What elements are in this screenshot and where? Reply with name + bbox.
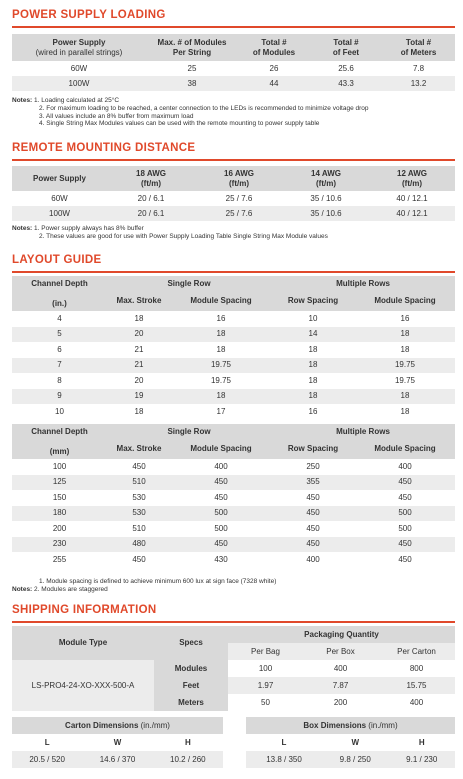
table-row: [246, 751, 455, 768]
cell: 230: [52, 539, 67, 549]
power-supply-rule: [12, 26, 455, 28]
layout-guide-title: LAYOUT GUIDE: [12, 254, 102, 266]
cell: 25: [187, 63, 197, 73]
layout-guide-rule: [12, 271, 455, 273]
table-row: [12, 537, 455, 553]
cell: 800: [409, 663, 424, 673]
shipping-rule: [12, 621, 455, 623]
cell: 18: [216, 344, 226, 354]
cell: 100W: [68, 78, 90, 88]
cell: 10: [55, 406, 64, 416]
box-dimensions-table: [246, 717, 455, 768]
cell: 16: [400, 313, 410, 323]
header-cell: 16 AWG (ft/m): [224, 168, 254, 188]
header-cell: Box Dimensions (in./mm): [303, 720, 398, 730]
cell: 26: [269, 63, 279, 73]
table-row: [12, 311, 455, 327]
table-header-row: [246, 717, 455, 734]
header-cell: Module Spacing: [374, 444, 436, 453]
cell: H: [184, 737, 191, 747]
cell: 4: [57, 313, 62, 323]
cell: 450: [132, 554, 146, 564]
cell: 430: [214, 554, 228, 564]
cell: Feet: [154, 677, 228, 694]
table-row: [12, 459, 455, 475]
cell: 13.2: [410, 78, 427, 88]
cell: 500: [214, 523, 228, 533]
cell: 9: [57, 391, 62, 401]
header-cell: Carton Dimensions (in./mm): [65, 720, 170, 730]
cell: 255: [52, 554, 67, 564]
cell: 450: [398, 554, 412, 564]
cell: 450: [398, 539, 412, 549]
table-row: [12, 404, 455, 420]
cell: L: [281, 737, 287, 747]
header-cell: Max. Stroke: [116, 296, 162, 305]
table-row: [12, 389, 455, 405]
cell: 18: [400, 391, 410, 401]
cell: 18: [216, 391, 226, 401]
cell: 17: [216, 406, 226, 416]
cell: 19.75: [394, 375, 416, 385]
cell: 20: [134, 375, 144, 385]
shipping-table: [12, 626, 455, 711]
cell: 7.87: [332, 680, 349, 690]
header-cell: Module Spacing: [190, 296, 252, 305]
power-supply-table: [12, 34, 455, 91]
header-cell: Specs: [179, 638, 203, 647]
cell: 15.75: [406, 680, 427, 690]
cell: L: [44, 737, 50, 747]
cell: 43.3: [338, 78, 354, 88]
cell: 18: [308, 391, 318, 401]
header-cell: Multiple Rows: [336, 426, 390, 436]
cell: 400: [398, 461, 412, 471]
header-cell: Module Spacing: [374, 296, 436, 305]
table-row: [12, 506, 455, 522]
cell: 200: [52, 523, 67, 533]
table-header-row: [12, 626, 455, 643]
table-row: [12, 734, 223, 751]
cell: 10.2 / 260: [170, 754, 206, 764]
cell: 18: [308, 360, 318, 370]
table-row: [12, 61, 455, 76]
cell: 35 / 10.6: [310, 193, 342, 203]
cell: 100: [258, 663, 273, 673]
power-supply-title: POWER SUPPLY LOADING: [12, 9, 166, 21]
cell: 250: [306, 461, 320, 471]
cell: 450: [398, 477, 412, 487]
header-cell: Max. # of Modules Per String: [157, 37, 227, 57]
cell: H: [418, 737, 425, 747]
cell: 16: [308, 406, 318, 416]
cell: 38: [187, 78, 197, 88]
header-cell: Power Supply (wired in parallel strings): [35, 37, 123, 57]
cell: 40 / 12.1: [396, 208, 428, 218]
cell: 480: [132, 539, 146, 549]
cell: 450: [214, 539, 228, 549]
cell: 44: [269, 78, 279, 88]
cell: 18: [134, 313, 144, 323]
cell: 14: [308, 329, 318, 339]
table-row: [12, 373, 455, 389]
header-cell: Total # of Modules: [252, 37, 296, 57]
cell: 60W: [70, 63, 88, 73]
cell: 400: [409, 697, 424, 707]
cell: 6: [57, 344, 62, 354]
cell: 530: [132, 508, 146, 518]
cell: 450: [214, 477, 228, 487]
cell: 21: [134, 344, 144, 354]
cell: 125: [52, 477, 67, 487]
cell: 18: [216, 329, 226, 339]
header-cell: Per Bag: [251, 646, 280, 656]
cell: 510: [132, 523, 146, 533]
cell: 21: [134, 360, 144, 370]
cell: 450: [398, 492, 412, 502]
table-row: [12, 206, 455, 221]
cell: 5: [57, 329, 62, 339]
header-cell: Row Spacing: [287, 296, 339, 305]
table-header-row: [12, 717, 223, 734]
cell: 19.75: [210, 375, 232, 385]
cell: Modules: [154, 660, 228, 677]
cell: 18: [400, 329, 410, 339]
cell: 500: [398, 508, 412, 518]
table-header-row: [12, 34, 455, 61]
cell: 450: [132, 461, 146, 471]
module-type-cell: LS-PRO4-24-XO-XXX-500-A: [12, 660, 154, 711]
table-row: [246, 734, 455, 751]
cell: 18: [308, 344, 318, 354]
cell: 180: [52, 508, 67, 518]
cell: 500: [398, 523, 412, 533]
cell: 10: [308, 313, 318, 323]
header-cell: 14 AWG (ft/m): [311, 168, 341, 188]
cell: 40 / 12.1: [396, 193, 428, 203]
table-header-row: [12, 166, 455, 191]
cell: 18: [400, 344, 410, 354]
cell: 25 / 7.6: [225, 193, 253, 203]
remote-mounting-notes: Notes: 1. Power supply always has 8% buffer 2. These values are good for use with Power Supply Loading Table Single String Max Module values: [12, 225, 328, 240]
carton-dimensions-table: [12, 717, 223, 768]
cell: 25.6: [338, 63, 354, 73]
cell: 450: [214, 492, 228, 502]
cell: 20 / 6.1: [137, 193, 165, 203]
cell: 13.8 / 350: [266, 754, 302, 764]
cell: 500: [214, 508, 228, 518]
table-row: [12, 751, 223, 768]
table-header-row: [12, 424, 455, 439]
cell: 19.75: [210, 360, 232, 370]
cell: 19: [134, 391, 144, 401]
table-row: [12, 76, 455, 91]
table-row: [12, 660, 455, 677]
cell: 25 / 7.6: [225, 208, 253, 218]
table-row: [12, 342, 455, 358]
cell: 355: [306, 477, 320, 487]
power-supply-notes: Notes: 1. Loading calculated at 25°C 2. For maximum loading to be reached, a center connection to the LEDs is recommended to minimize voltage drop 3. All values include an 8% buffer from maximum load 4. Single String Max Modules values can be used with the remote mounting to power supply table: [12, 97, 369, 128]
cell: 510: [132, 477, 146, 487]
remote-mounting-rule: [12, 159, 455, 161]
header-cell: Power Supply: [33, 173, 86, 183]
remote-mounting-table: [12, 166, 455, 221]
cell: 20: [134, 329, 144, 339]
cell: 1.97: [257, 680, 274, 690]
header-cell: Module Type: [58, 638, 108, 647]
cell: 100W: [49, 208, 70, 218]
cell: W: [351, 737, 360, 747]
table-row: [12, 552, 455, 568]
layout-guide-table-mm: [12, 424, 455, 568]
table-row: [12, 191, 455, 206]
table-row: [12, 490, 455, 506]
cell: 150: [52, 492, 67, 502]
header-cell: Total # of Feet: [332, 37, 360, 57]
cell: 450: [306, 539, 320, 549]
cell: 400: [333, 663, 348, 673]
cell: 450: [306, 523, 320, 533]
cell: 7.8: [412, 63, 425, 73]
cell: W: [113, 737, 122, 747]
remote-mounting-title: REMOTE MOUNTING DISTANCE: [12, 142, 196, 154]
header-cell: Single Row: [167, 278, 211, 288]
cell: 530: [132, 492, 146, 502]
header-cell: Multiple Rows: [336, 278, 390, 288]
cell: 450: [306, 492, 320, 502]
header-cell: Single Row: [167, 426, 211, 436]
cell: 400: [306, 554, 320, 564]
cell: 200: [333, 697, 348, 707]
cell: 14.6 / 370: [99, 754, 136, 764]
cell: 450: [306, 508, 320, 518]
header-cell: Packaging Quantity: [304, 629, 379, 639]
header-cell: 18 AWG (ft/m): [136, 168, 166, 188]
cell: 35 / 10.6: [310, 208, 342, 218]
header-cell: Per Box: [326, 646, 355, 656]
header-cell: Channel Depth (mm): [31, 426, 88, 456]
table-row: [12, 475, 455, 491]
cell: 50: [261, 697, 270, 707]
cell: 20 / 6.1: [137, 208, 165, 218]
cell: 18: [308, 375, 318, 385]
cell: 60W: [51, 193, 68, 203]
table-row: [12, 327, 455, 343]
shipping-title: SHIPPING INFORMATION: [12, 604, 157, 616]
layout-guide-table-in: [12, 276, 455, 420]
cell: 100: [52, 461, 67, 471]
cell: 19.75: [394, 360, 416, 370]
cell: 18: [400, 406, 410, 416]
header-cell: 12 AWG (ft/m): [397, 168, 427, 188]
cell: 16: [216, 313, 226, 323]
cell: Meters: [154, 694, 228, 711]
table-header-row: [12, 276, 455, 291]
header-cell: Max. Stroke: [116, 444, 162, 453]
header-cell: Row Spacing: [287, 444, 339, 453]
cell: 400: [214, 461, 228, 471]
header-cell: Total # of Meters: [400, 37, 437, 57]
layout-guide-notes: 1. Module spacing is defined to achieve minimum 600 lux at sign face (7328 white) Notes: 2. Modules are staggered: [12, 578, 277, 593]
table-row: [12, 358, 455, 374]
cell: 20.5 / 520: [29, 754, 65, 764]
cell: 18: [134, 406, 144, 416]
cell: 9.8 / 250: [339, 754, 371, 764]
cell: 7: [57, 360, 62, 370]
cell: 8: [57, 375, 62, 385]
table-row: [12, 521, 455, 537]
header-cell: Module Spacing: [190, 444, 252, 453]
cell: 9.1 / 230: [406, 754, 438, 764]
header-cell: Channel Depth (in.): [31, 278, 88, 308]
header-cell: Per Carton: [397, 646, 436, 656]
